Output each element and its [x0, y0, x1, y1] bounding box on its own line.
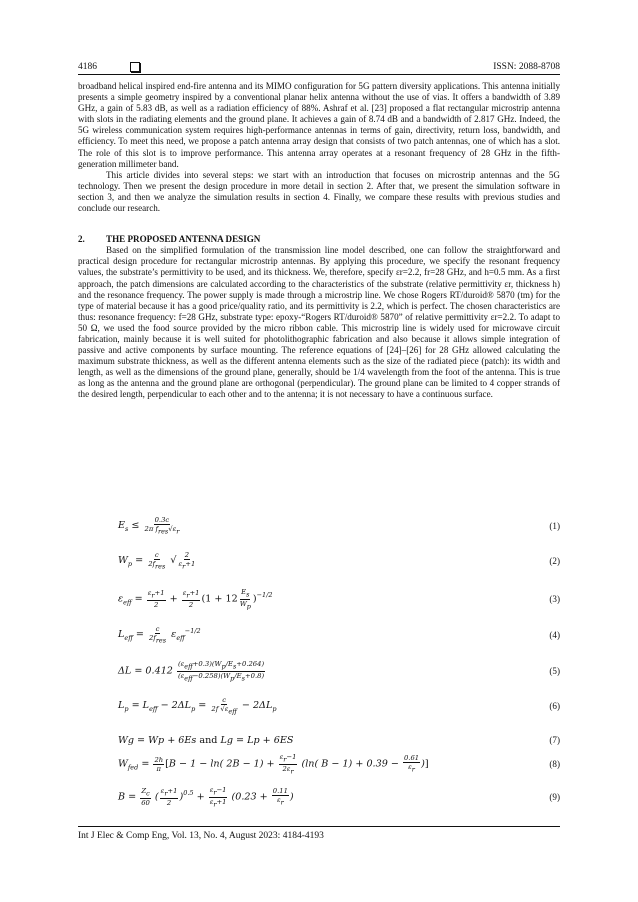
equation-label: (8): [549, 759, 560, 769]
equation-label: (9): [549, 792, 560, 802]
equation-7: Wg = Wp + 6Es and Lg = Lp + 6ES (7): [118, 734, 560, 746]
equation-8: $W_{fed}$ = $\frac{2h}{\pi}$ [B − 1 − ln( 2B − 1) + $\frac{\varepsilon_r-1}{2\varepsilon_r}$ (ln( B − 1) + 0.39 − $\frac{0.61}{\varepsilon_r}$ )] (8): [118, 753, 560, 775]
paragraph-1: broadband helical inspired end-fire antenna and its MIMO configuration for 5G pattern diversity applications. This antenna initially presents a simple geometry inspired by a conventional planar helix antenna without the use of vias. It offers a bandwidth of 3.89 GHz, a gain of 5.83 dB, as well as a radiation efficiency of 88%. Ashraf et al. [23] proposed a flat rectangular microstrip antenna with slots in the radiating elements and the ground plane. It achieves a gain of 8.74 dB and a bandwidth of 2.817 GHz. Indeed, the 5G wireless communication system requires high-performance antennas in terms of gain, directivity, return loss, bandwidth, and efficiency. To meet this need, we propose a patch antenna array design that consists of two patch antennas, one of which has a slot. The role of this slot is to improve performance. This antenna array operates at a resonant frequency of 28 GHz in the fifth-generation millimeter band.: [78, 81, 560, 169]
main-text: [78, 81, 560, 401]
page-header: [78, 56, 560, 72]
equation-label: (2): [549, 556, 560, 566]
footer-rule: [78, 826, 560, 827]
equation-5: ΔL = 0.412 $\frac{(\varepsilon_{eff}+0.3)(W_p/E_s+0.264)}{(\varepsilon_{eff}-0.258)(W_p/E_s+0.8)}$ (5): [118, 660, 560, 682]
paragraph-3: Based on the simplified formulation of the transmission line model described, one can follow the straightforward and practical design procedure for rectangular microstrip antennas. By applying this procedure, we specify the resonant frequency values, the substrate’s permittivity to be used, and its thickness. We, therefore, specify εr=2.2, fr=28 GHz, and h=0.5 mm. As a first approach, the patch dimensions are calculated according to the characteristics of the substrate (relative permittivity εr, thickness h) and the resonance frequency. The power supply is made through a microstrip line. We chose Rogers RT/duroid® 5870 (tm) for the type of material because it has a good price/quality ratio, and its permittivity is 2.2, which is perfect. The chosen characteristics are thus: resonance frequency: f=28 GHz, substrate type: epoxy-“Rogers RT/duroid® 5870” of relative permittivity εr=2.2. To adapt to 50 Ω, we used the food source provided by the micro ribbon cable. This microstrip line is widely used for microwave circuit fabrication, mainly because it is well suited for photolithographic fabrication and also because it allows simple integration of passive and active components by surface mounting. The reference equations of [24]–[26] for 28 GHz allowed calculating the maximum substrate thickness, as well as the different antenna elements such as the size of the radiated piece (patch): its width and length, as well as the dimensions of the ground plane, generally, should be 1/4 wavelength from the foot of the antenna. This is true as long as the antenna and the ground plane are orthogonal (perpendicular). The ground plane can be limited to 4 copper strands of the desired length, perpendicular to each other and to the antenna; it is not necessary to have a continuous surface.: [78, 245, 560, 400]
equation-label: (7): [549, 735, 560, 745]
section-title: THE PROPOSED ANTENNA DESIGN: [106, 234, 261, 245]
equation-label: (4): [549, 630, 560, 640]
header-rule: [78, 74, 560, 75]
equation-label: (6): [549, 701, 560, 711]
equation-9: B = $\frac{Z_c}{60}$ ( $\frac{\varepsilon_r+1}{2}$ )$^{0.5}$ + $\frac{\varepsilon_r-1}{\varepsilon_r+1}$ (0.23 + $\frac{0.11}{\varepsilon_r}$ ) (9): [118, 786, 560, 808]
section-number: 2.: [78, 234, 85, 245]
equation-3: $\varepsilon_{eff}$ = $\frac{\varepsilon_r+1}{2}$ + $\frac{\varepsilon_r+1}{2}$ (1 + 12 $\frac{E_s}{W_p}$ )$^{-1/2}$ (3): [118, 588, 560, 610]
equation-label: (1): [549, 521, 560, 531]
equation-label: (5): [549, 666, 560, 676]
equation-label: (3): [549, 594, 560, 604]
issn-label: ISSN: 2088-8708: [493, 62, 560, 72]
equation-4: $L_{eff}$ = $\frac{c}{2f_{res}}$ $\varepsilon_{eff}^{-1/2}$ (4): [118, 625, 560, 645]
checkbox-square-icon: [130, 62, 140, 72]
equation-2: $W_p$ = $\frac{c}{2f_{res}}$ √ $\frac{2}{\varepsilon_r+1}$ (2): [118, 551, 560, 571]
page-footer: Int J Elec & Comp Eng, Vol. 13, No. 4, August 2023: 4184-4193: [78, 831, 324, 841]
paragraph-2: This article divides into several steps: we start with an introduction that focuses on microstrip antennas and the 5G technology. Then we present the design procedure in more detail in section 2. After that, we present the simulation software in section 3, and then we analyze the simulation results in section 4. Finally, we compare these results with previous studies and conclude our research.: [78, 169, 560, 214]
equation-6: $L_p = L_{eff} - 2\Delta L_p$ = $\frac{c}{2f √\varepsilon_{eff}}$ − $2\Delta L_p$ (6): [118, 696, 560, 716]
equation-1: $E_s$ ≤ $\frac{0.3c}{2\pi f_{res}√\varepsilon_r}$ (1): [118, 516, 560, 536]
page-number: 4186: [78, 62, 97, 72]
section-heading: [78, 234, 560, 245]
